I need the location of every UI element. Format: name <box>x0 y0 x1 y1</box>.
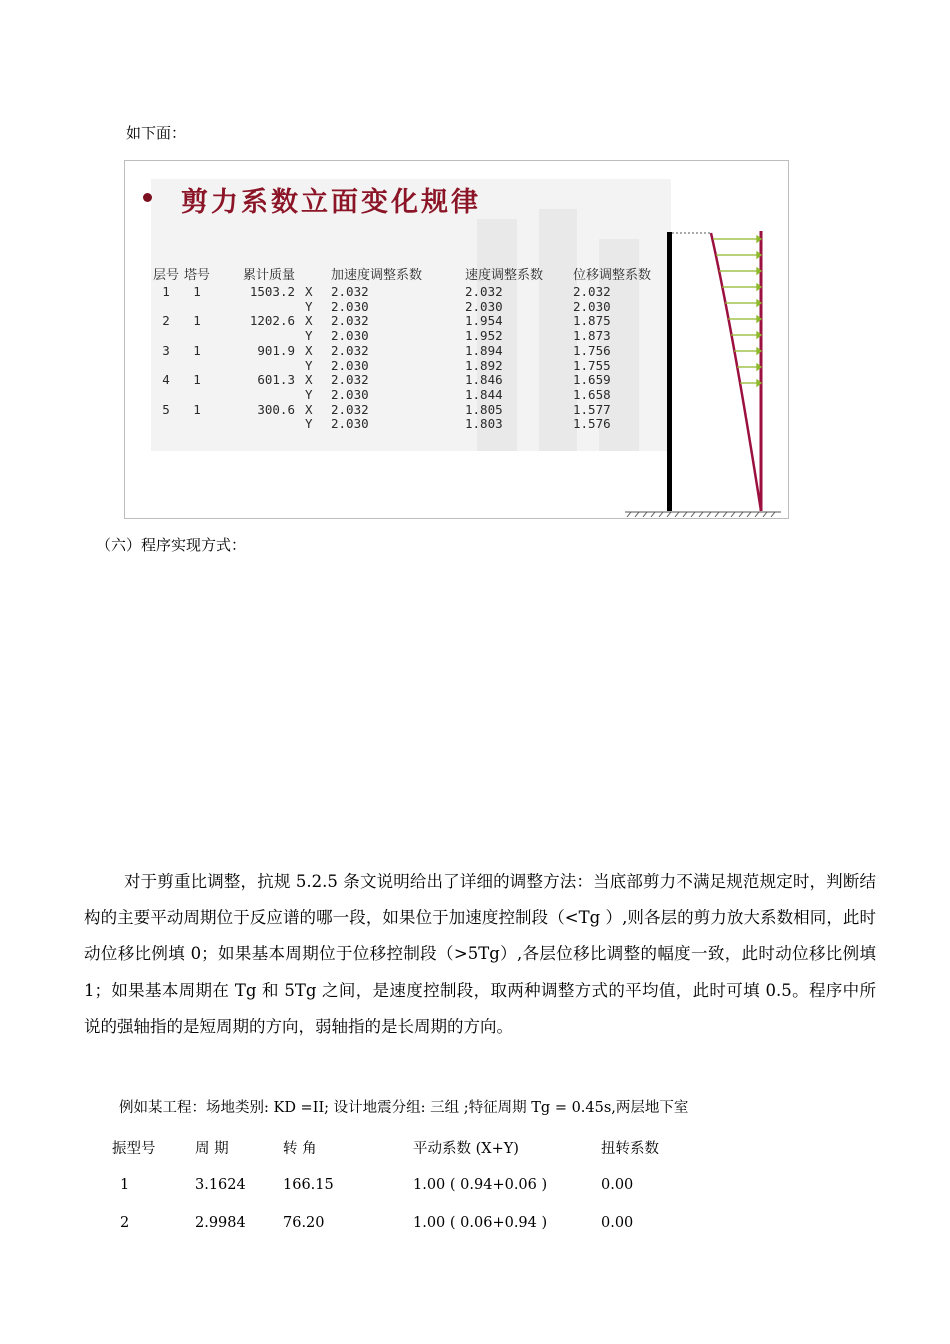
table-row <box>149 388 673 403</box>
table-cell: 1.952 <box>465 328 503 344</box>
table-cell <box>211 359 305 374</box>
table-cell: 3.1624 <box>195 1177 246 1193</box>
table-cell <box>211 388 305 403</box>
shear-distribution-diagram <box>615 221 785 518</box>
section-heading: （六）程序实现方式： <box>96 536 247 554</box>
table-cell: 1.00 ( 0.94+0.06 ) <box>413 1177 548 1193</box>
table-cell: 2.030 <box>331 328 369 344</box>
table-cell <box>149 329 183 344</box>
figure-image <box>124 160 789 519</box>
table-row <box>149 344 673 359</box>
table-cell: 2.032 <box>331 372 369 388</box>
table-cell: 1.658 <box>573 386 611 402</box>
table-row <box>149 314 673 329</box>
table-cell <box>149 417 183 432</box>
table-cell: 1.846 <box>465 372 503 388</box>
table-cell: 2.030 <box>331 298 369 314</box>
header-cell: 转 角 <box>283 1140 317 1157</box>
table-cell: 1 <box>162 284 170 299</box>
table-cell: 1.755 <box>573 357 611 373</box>
table-cell: Y <box>305 386 313 402</box>
table-cell: 901.9 <box>257 342 295 358</box>
table-cell: 1.576 <box>573 416 611 432</box>
table-row <box>149 285 673 300</box>
table-cell: 0.00 <box>601 1177 634 1193</box>
table-cell: 2.030 <box>331 386 369 402</box>
table-cell: 2.030 <box>331 357 369 373</box>
table-cell: 1.805 <box>465 401 503 417</box>
table-cell: Y <box>305 357 313 373</box>
table-cell: Y <box>305 416 313 432</box>
table-cell: 3 <box>162 342 170 358</box>
column-line <box>667 232 672 511</box>
table-cell: 2.032 <box>331 342 369 358</box>
table-cell: 2.032 <box>573 284 611 299</box>
table-cell <box>183 329 211 344</box>
table-cell: 76.20 <box>283 1215 325 1231</box>
table-cell: 2.9984 <box>195 1215 246 1231</box>
table-cell: 1503.2 <box>249 284 295 299</box>
table-cell <box>183 388 211 403</box>
table-cell: 1 <box>193 313 201 329</box>
table-cell: 0.00 <box>601 1215 634 1231</box>
table-cell: 5 <box>162 401 170 417</box>
shear-curve <box>711 233 761 511</box>
header-cell: 塔号 <box>183 268 210 283</box>
table-cell: X <box>305 372 313 388</box>
table-cell <box>149 359 183 374</box>
header-cell: 层号 <box>152 268 179 283</box>
table-cell: 2 <box>120 1215 130 1231</box>
table-cell: 2.032 <box>465 284 503 299</box>
table-cell <box>211 300 305 315</box>
table-cell: 1.954 <box>465 313 503 329</box>
mode-table <box>112 1128 701 1242</box>
header-cell: 周 期 <box>195 1140 229 1157</box>
header-cell: 速度调整系数 <box>465 268 544 283</box>
table-cell <box>211 417 305 432</box>
table-cell <box>149 300 183 315</box>
table-cell: 1.892 <box>465 357 503 373</box>
table-cell: 1.00 ( 0.06+0.94 ) <box>413 1215 548 1231</box>
table-cell: 2.030 <box>573 298 611 314</box>
table-cell <box>183 417 211 432</box>
table-row <box>149 359 673 374</box>
example-line: 例如某工程：场地类别: KD =II; 设计地震分组: 三组 ;特征周期 Tg = 0.45s,两层地下室 <box>119 1100 689 1116</box>
mode-table-header <box>112 1128 701 1166</box>
table-cell <box>149 388 183 403</box>
table-cell: 1 <box>193 284 201 299</box>
table-row <box>112 1166 701 1204</box>
table-cell: 601.3 <box>257 372 295 388</box>
table-row <box>149 403 673 418</box>
intro-text: 如下面： <box>126 124 187 142</box>
table-cell: X <box>305 313 313 329</box>
table-row <box>149 417 673 432</box>
table-cell: 1 <box>193 401 201 417</box>
table-cell: 1.803 <box>465 416 503 432</box>
table-cell: 1 <box>193 342 201 358</box>
header-cell: 加速度调整系数 <box>331 268 423 283</box>
table-cell: X <box>305 284 313 299</box>
table-row <box>149 300 673 315</box>
header-cell: 位移调整系数 <box>573 268 652 283</box>
header-cell: 扭转系数 <box>601 1140 659 1157</box>
figure-title: 剪力系数立面变化规律 <box>181 187 481 218</box>
table-cell: 2.030 <box>465 298 503 314</box>
table-cell: 1.756 <box>573 342 611 358</box>
table-cell: 2.030 <box>331 416 369 432</box>
body-paragraph: 对于剪重比调整，抗规 5.2.5 条文说明给出了详细的调整方法：当底部剪力不满足规范规定时，判断结构的主要平动周期位于反应谱的哪一段，如果位于加速度控制段（<Tg ）,则各层的剪力放大系数相同，此时动位移比例填 0；如果基本周期位于位移控制段（>5Tg）,各层位移比调整的幅度一致，此时动位移比例填 1；如果基本周期在 Tg 和 5Tg 之间，是速度控制段，取两种调整方式的平均值，此时可填 0.5。程序中所说的强轴指的是短周期的方向，弱轴指的是长周期的方向。 <box>84 872 876 1036</box>
table-cell: 2.032 <box>331 313 369 329</box>
table-cell: X <box>305 401 313 417</box>
table-cell: 1 <box>193 372 201 388</box>
table-cell: 300.6 <box>257 401 295 417</box>
table-cell: 4 <box>162 372 170 388</box>
table-cell: 1202.6 <box>249 313 295 329</box>
table-row <box>149 329 673 344</box>
table-cell: 1.875 <box>573 313 611 329</box>
table-row <box>112 1204 701 1242</box>
coefficient-table-header <box>149 267 673 285</box>
ground-hatch <box>625 512 781 517</box>
table-cell: 1.873 <box>573 328 611 344</box>
coefficient-table <box>149 267 673 432</box>
header-cell: 平动系数 (X+Y) <box>413 1140 519 1157</box>
table-cell <box>211 329 305 344</box>
table-cell <box>183 359 211 374</box>
table-cell: 1.577 <box>573 401 611 417</box>
header-cell <box>305 267 323 285</box>
table-cell: 1.659 <box>573 372 611 388</box>
table-cell: 1 <box>120 1177 130 1193</box>
table-cell: 1.894 <box>465 342 503 358</box>
table-cell: 166.15 <box>283 1177 334 1193</box>
table-cell <box>183 300 211 315</box>
table-cell: Y <box>305 328 313 344</box>
title-bullet <box>143 193 152 202</box>
table-cell: X <box>305 342 313 358</box>
table-cell: 2.032 <box>331 284 369 299</box>
table-cell: 1.844 <box>465 386 503 402</box>
table-row <box>149 373 673 388</box>
table-cell: 2 <box>162 313 170 329</box>
header-cell: 累计质量 <box>242 268 295 283</box>
table-cell: 2.032 <box>331 401 369 417</box>
header-cell: 振型号 <box>112 1140 156 1157</box>
table-cell: Y <box>305 298 313 314</box>
